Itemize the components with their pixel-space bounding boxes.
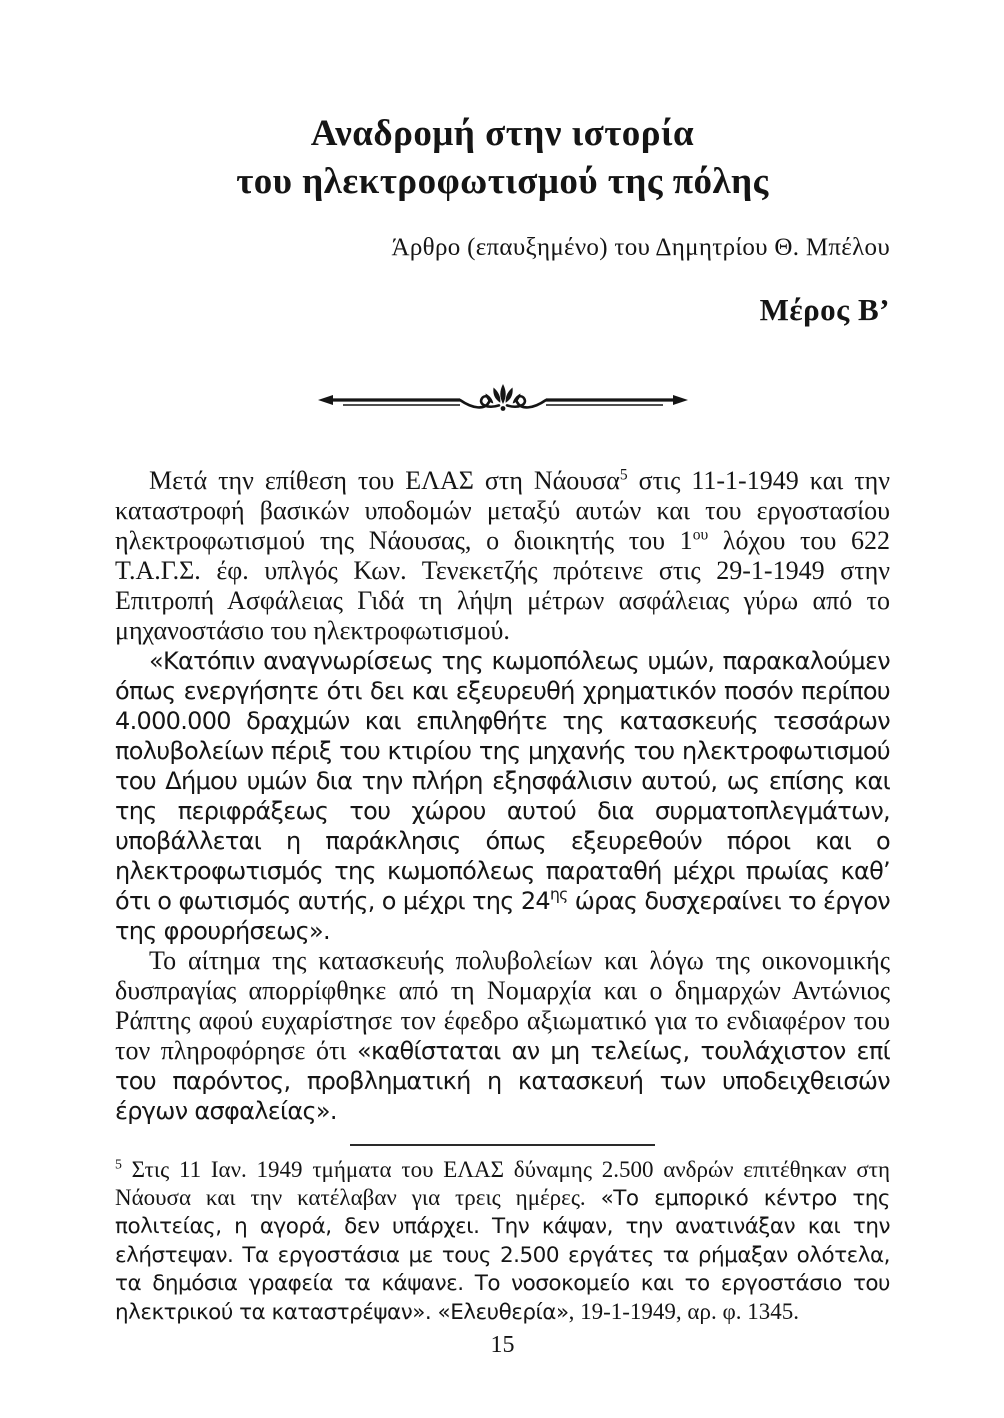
page-number: 15 [490,1332,515,1358]
paragraph-3-quote: «καθίσταται αν μη τελείως, τουλάχιστον επί του παρόντος, προβληματική η κατασκευή των υποδειχθεισών έργων ασφαλείας». [115,1037,890,1125]
footnote-quote: «Το εμπορικό κέντρο της πολιτείας, η αγορά, δεν υπάρχει. Την κάψαν, την ανατινάξαν και την ελήστεψαν. Τα εργοστάσια με τους 2.500 εργάτες τα ρήμαξαν ολότελα, τα δημόσια γραφεία τα κάψανε. Το νοσοκομείο και το εργοστάσιο του ηλεκτρικού τα καταστρέψαν». [115,1185,891,1325]
paragraph-1 [115,466,890,646]
paragraph-1-text-end: λόχου του 622 Τ.Α.Γ.Σ. έφ. υπλγός Κων. Τενεκετζής πρότεινε στις 29-1-1949 στην Επιτροπή Ασφάλειας Γιδά τη λήψη μέτρων ασφάλειας γύρω από το μηχανοστάσιο του ηλεκτροφωτισμού. [115,526,890,645]
footnote-number: 5 [115,1156,122,1172]
footnote-text: Στις 11 Ιαν. 1949 τμήματα του ΕΛΑΣ δύναμης 2.500 ανδρών επιτέθηκαν στη Νάουσα και την κατέλαβαν για τρεις ημέρες. [115,1157,890,1210]
paragraph-1-text-continued: στις 11-1-1949 και την καταστροφή βασικών υποδομών μεταξύ αυτών και του εργοστασίου ηλεκτροφωτισμού της Νάουσας, ο διοικητής του 1 [115,466,890,555]
footnote-separator [350,1144,655,1146]
hour-superscript: ης [549,885,568,904]
paragraph-3-text: Το αίτημα της κατασκευής πολυβολείων και λόγω της οικονομικής δυσπραγίας απορρίφθηκε από τη Νομαρχία και ο δημαρχών Αντώνιος Ράπτης αφού ευχαρίστησε τον έφεδρο αξιωματικό για το ενδιαφέρον του τον πληροφόρησε ότι [115,946,890,1065]
paragraph-2-quote [115,646,890,946]
paragraph-1-text: Μετά την επίθεση του ΕΛΑΣ στη Νάουσα [149,466,620,495]
quote-text-end: ώρας δυσχεραίνει το έργον της φρουρήσεως». [115,887,891,945]
paragraph-3 [115,946,890,1126]
article-body [115,466,890,1126]
quote-text: «Κατόπιν αναγνωρίσεως της κωμοπόλεως υμών, παρακαλούμεν όπως ενεργήσητε ότι δει και εξευρευθή χρηματικόν ποσόν περίπου 4.000.000 δραχμών και επιληφθήτε της κατασκευής τεσσάρων πολυβολείων πέριξ του κτιρίου της μηχανής του ηλεκτροφωτισμού του Δήμου υμών δια την πλήρη εξησφάλισιν αυτού, ως επίσης και της περιφράξεως του χώρου αυτού δια συρματοπλεγμάτων, υποβάλλεται η παράκλησις όπως εξευρεθούν πόροι και ο ηλεκτροφωτισμός της κωμοπόλεως παραταθή μέχρι πρωίας καθ’ ότι ο φωτισμός αυτής, ο μέχρι της 24 [115,647,890,915]
article-title-line-2: του ηλεκτροφωτισμού της πόλης [236,161,769,202]
lotus-flourish-divider-icon [317,382,689,420]
footnote-source-name: «Ελευθερία» [437,1299,569,1325]
footnote-reference-5: 5 [619,466,628,484]
article-title [115,0,890,206]
article-title-line-1: Αναδρομή στην ιστορία [310,113,695,154]
part-label: Μέρος Β’ [759,292,890,327]
ornamental-divider [317,382,689,420]
byline: Άρθρο (επαυξημένο) του Δημητρίου Θ. Μπέλου [391,234,890,261]
footnote-source-details: , 19-1-1949, αρ. φ. 1345. [568,1298,799,1324]
ordinal-superscript: ου [692,526,709,544]
footnote [115,1156,890,1326]
